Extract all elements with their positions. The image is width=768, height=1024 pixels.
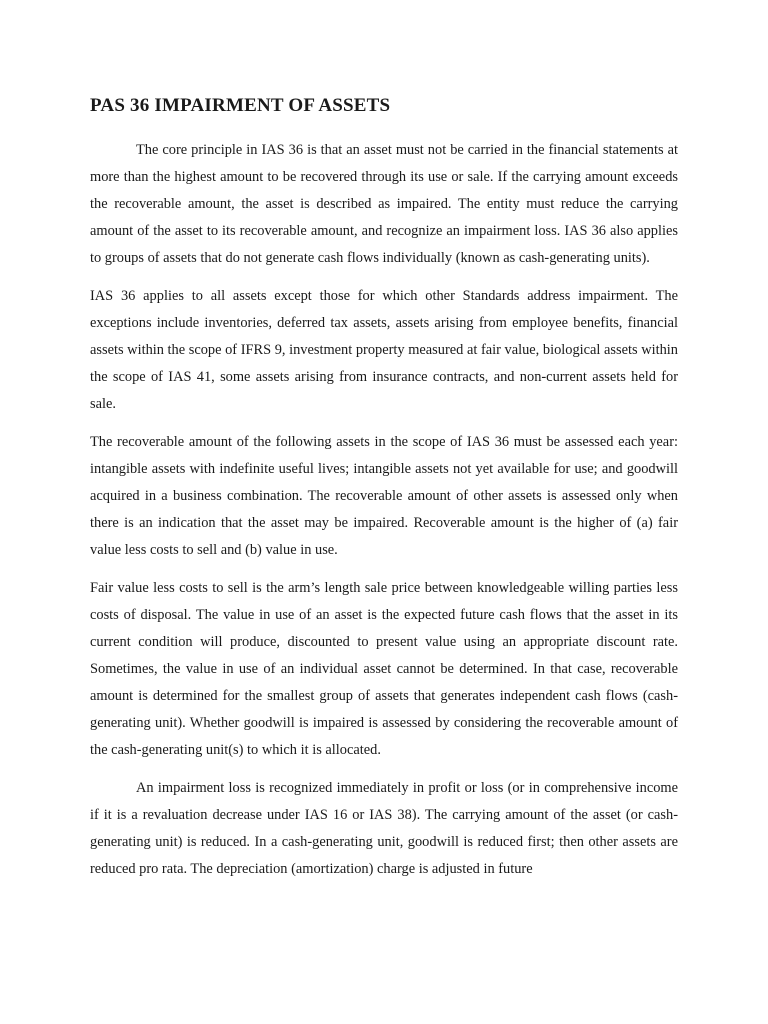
document-page (90, 94, 678, 894)
paragraph-annual-assessment: The recoverable amount of the following assets in the scope of IAS 36 must be assessed each year: intangible assets with indefinite useful lives; intangible assets not yet available for use; and goodwill acquired in a business combination. The recoverable amount of other assets is assessed only when there is an indication that the asset may be impaired. Recoverable amount is the higher of (a) fair value less costs to sell and (b) value in use. (90, 434, 678, 558)
document-title: PAS 36 IMPAIRMENT OF ASSETS (90, 95, 391, 116)
paragraph-impairment-loss: An impairment loss is recognized immediately in profit or loss (or in comprehensive income if it is a revaluation decrease under IAS 16 or IAS 38). The carrying amount of the asset (or cash-generating unit) is reduced. In a cash-generating unit, goodwill is reduced first; then other assets are reduced pro rata. The depreciation (amortization) charge is adjusted in future (90, 780, 678, 877)
paragraph-core-principle: The core principle in IAS 36 is that an asset must not be carried in the financial statements at more than the highest amount to be recovered through its use or sale. If the carrying amount exceeds the recoverable amount, the asset is described as impaired. The entity must reduce the carrying amount of the asset to its recoverable amount, and recognize an impairment loss. IAS 36 also applies to groups of assets that do not generate cash flows individually (known as cash-generating units). (90, 142, 678, 266)
paragraph-fair-value: Fair value less costs to sell is the arm’s length sale price between knowledgeable willing parties less costs of disposal. The value in use of an asset is the expected future cash flows that the asset in its current condition will produce, discounted to present value using an appropriate discount rate. Sometimes, the value in use of an individual asset cannot be determined. In that case, recoverable amount is determined for the smallest group of assets that generates independent cash flows (cash-generating unit). Whether goodwill is impaired is assessed by considering the recoverable amount of the cash-generating unit(s) to which it is allocated. (90, 580, 678, 758)
paragraph-scope: IAS 36 applies to all assets except those for which other Standards address impairment. The exceptions include inventories, deferred tax assets, assets arising from employee benefits, financial assets within the scope of IFRS 9, investment property measured at fair value, biological assets within the scope of IAS 41, some assets arising from insurance contracts, and non-current assets held for sale. (90, 288, 678, 412)
